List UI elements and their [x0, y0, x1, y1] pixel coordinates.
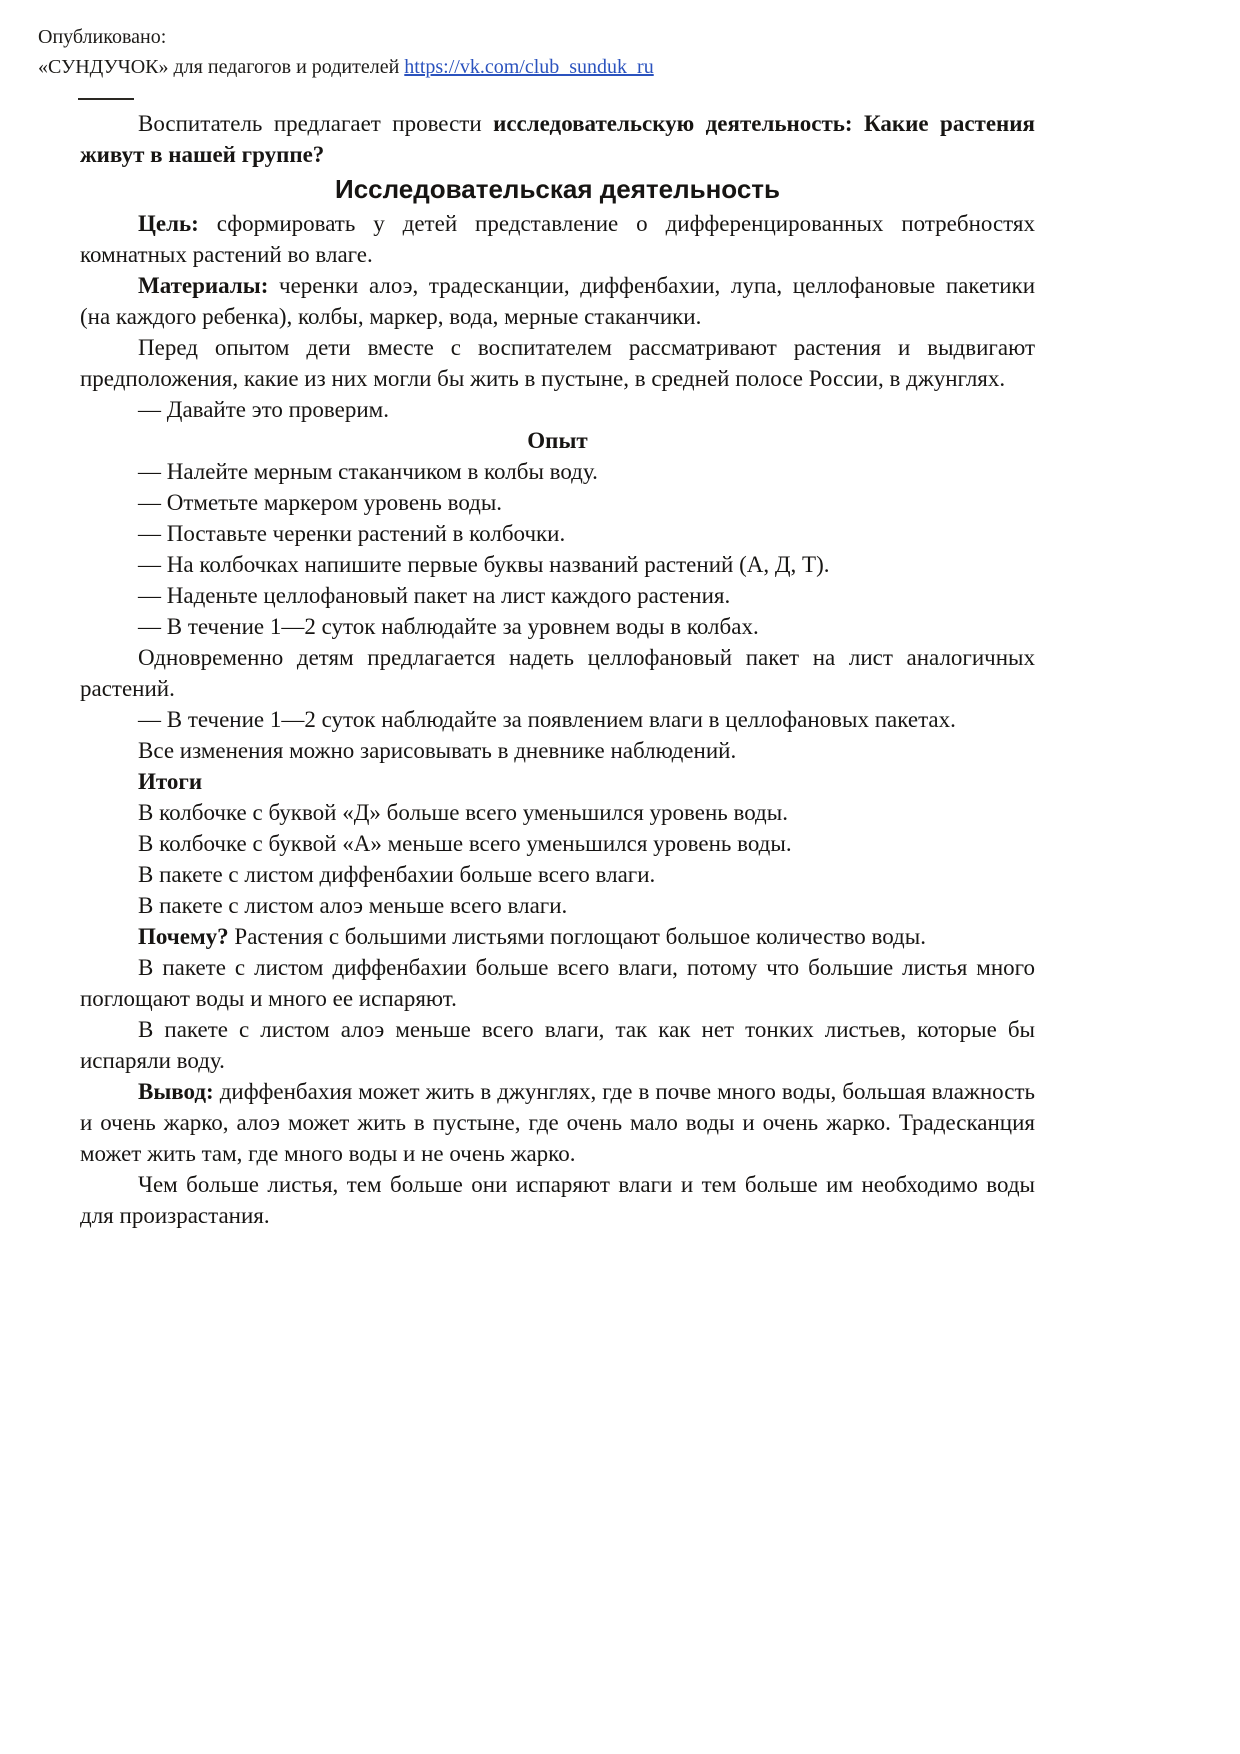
text: — Наденьте целлофановый пакет на лист каждого растения.: [138, 583, 731, 608]
experiment-step: [80, 611, 1035, 642]
text: Перед опытом дети вместе с воспитателем рассматривают растения и выдвигают предположения, какие из них могли бы жить в пустыне, в средней полосе России, в джунглях.: [80, 335, 1035, 391]
experiment-step: [80, 518, 1035, 549]
materials-paragraph: [80, 270, 1035, 332]
section-title: [80, 170, 1035, 208]
document-body: [80, 108, 1035, 1231]
experiment-step: [80, 549, 1035, 580]
simultaneous-paragraph: [80, 642, 1035, 704]
result-line: [80, 828, 1035, 859]
bold-text: Почему?: [138, 924, 229, 949]
club-text: «СУНДУЧОК» для педагогов и родителей: [38, 56, 405, 78]
preparation-paragraph: [80, 332, 1035, 394]
text: диффенбахия может жить в джунглях, где в почве много воды, большая влажность и очень жарко, алоэ может жить в пустыне, где очень мало воды и очень жарко. Традесканция может жить там, где много воды и не очень жарко.: [80, 1079, 1035, 1166]
text: — Поставьте черенки растений в колбочки.: [138, 521, 566, 546]
result-line: [80, 797, 1035, 828]
text: Чем больше листья, тем больше они испаряют влаги и тем больше им необходимо воды для произрастания.: [80, 1172, 1035, 1228]
text: В пакете с листом алоэ меньше всего влаги.: [138, 893, 568, 918]
text: — Отметьте маркером уровень воды.: [138, 490, 503, 515]
results-heading: [80, 766, 1035, 797]
text: Все изменения можно зарисовывать в дневнике наблюдений.: [138, 738, 737, 763]
bold-text: Исследовательская деятельность: [335, 174, 780, 204]
text: В пакете с листом диффенбахии больше всего влаги, потому что большие листья много поглощают воды и много ее испаряют.: [80, 955, 1035, 1011]
text: — На колбочках напишите первые буквы названий растений (А, Д, Т).: [138, 552, 830, 577]
bold-text: Цель:: [138, 211, 199, 236]
goal-paragraph: [80, 208, 1035, 270]
text: — Давайте это проверим.: [138, 397, 389, 422]
published-label: Опубликовано:: [38, 26, 167, 48]
text: В колбочке с буквой «Д» больше всего уменьшился уровень воды.: [138, 800, 788, 825]
experiment-step: [80, 456, 1035, 487]
experiment-step: [80, 704, 1035, 735]
text: Растения с большими листьями поглощают большое количество воды.: [228, 924, 926, 949]
vk-link[interactable]: https://vk.com/club_sunduk_ru: [404, 56, 654, 78]
intro-paragraph: [80, 108, 1035, 170]
result-line: [80, 859, 1035, 890]
experiment-step: [80, 580, 1035, 611]
club-line: [38, 52, 1240, 82]
explanation-paragraph: [80, 1014, 1035, 1076]
text: — Налейте мерным стаканчиком в колбы воду.: [138, 459, 598, 484]
bold-text: Материалы:: [138, 273, 269, 298]
check-line: [80, 394, 1035, 425]
bold-text: исследовательскую деятельность: Какие растения живут в нашей группе?: [80, 111, 1035, 167]
experiment-title: [80, 425, 1035, 456]
text: Воспитатель предлагает провести: [138, 111, 494, 136]
text: черенки алоэ, традесканции, диффенбахии, лупа, целлофановые пакетики (на каждого ребенка), колбы, маркер, вода, мерные стаканчики.: [80, 273, 1035, 329]
text: В колбочке с буквой «А» меньше всего уменьшился уровень воды.: [138, 831, 792, 856]
divider-line: [78, 98, 134, 100]
bold-text: Итоги: [138, 769, 203, 794]
explanation-paragraph: [80, 952, 1035, 1014]
result-line: [80, 890, 1035, 921]
text: В пакете с листом алоэ меньше всего влаги, так как нет тонких листьев, которые бы испаряли воду.: [80, 1017, 1035, 1073]
text: сформировать у детей представление о дифференцированных потребностях комнатных растений во влаге.: [80, 211, 1035, 267]
publication-header: [0, 0, 1240, 82]
text: В пакете с листом диффенбахии больше всего влаги.: [138, 862, 656, 887]
text: — В течение 1—2 суток наблюдайте за появлением влаги в целлофановых пакетах.: [138, 707, 956, 732]
experiment-step: [80, 487, 1035, 518]
text: — В течение 1—2 суток наблюдайте за уровнем воды в колбах.: [138, 614, 759, 639]
bold-text: Опыт: [527, 428, 588, 453]
bold-text: Вывод:: [138, 1079, 214, 1104]
conclusion-paragraph: [80, 1076, 1035, 1169]
final-paragraph: [80, 1169, 1035, 1231]
diary-line: [80, 735, 1035, 766]
why-paragraph: [80, 921, 1035, 952]
text: Одновременно детям предлагается надеть целлофановый пакет на лист аналогичных растений.: [80, 645, 1035, 701]
